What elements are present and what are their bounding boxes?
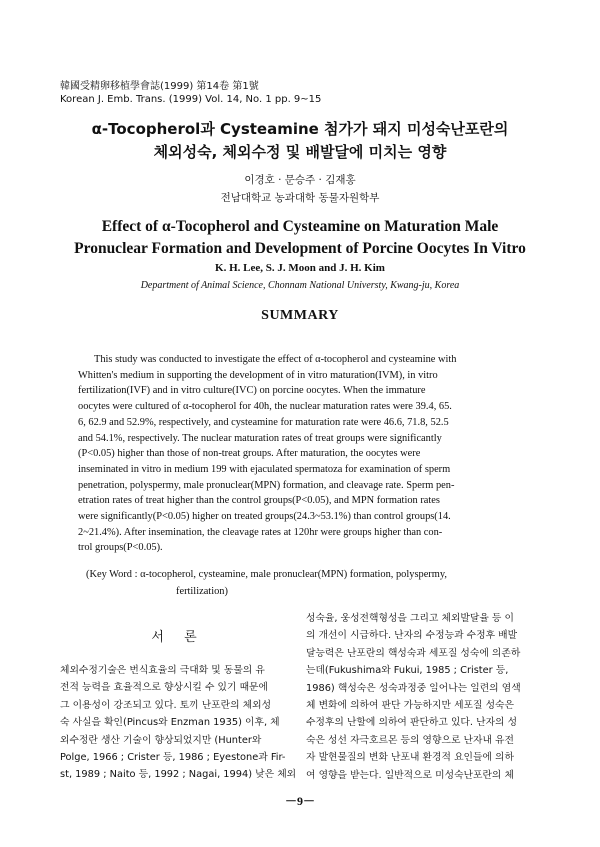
summary-line: 2~21.4%). After insemination, the cleavage rates at 120hr were groups higher than con- [78, 526, 443, 538]
intro-line: 1986) 핵성숙은 성숙과정중 일어나는 일련의 염색 [306, 682, 521, 694]
page-number: －9－ [284, 794, 315, 808]
summary-heading: SUMMARY [261, 308, 339, 323]
summary-line: Whitten's medium in supporting the development of in vitro maturation(IVM), in vitro [78, 369, 438, 381]
introduction-heading: 서 론 [151, 630, 205, 645]
summary-line: etration rates of treat higher than the control groups(P<0.05), and MPN formation rates [78, 495, 440, 507]
summary-line: penetration, polyspermy, male pronuclear(MPN) formation, and cleavage rate. Sperm pen- [78, 479, 455, 491]
korean-title-line1: α-Tocopherol과 Cysteamine 첨가가 돼지 미성숙난포란의 [91, 120, 509, 138]
summary-line: were significantly(P<0.05) higher on treated groups(24.3~53.1%) than control groups(14. [78, 511, 451, 523]
english-title-line2: Pronuclear Formation and Development of Porcine Oocytes In Vitro [74, 240, 526, 257]
intro-line: 여 영향을 받는다. 일반적으로 미성숙난포란의 체 [306, 769, 514, 781]
korean-authors: 이경호 · 문승주 · 김재홍 [244, 174, 356, 186]
intro-line: 달능력은 난포란의 핵성숙과 세포질 성숙에 의존하 [306, 647, 521, 659]
intro-line: 성숙율, 웅성전핵형성을 그리고 체외발달율 등 이 [306, 613, 514, 624]
korean-title-line2: 체외성숙, 체외수정 및 배발달에 미치는 영향 [153, 143, 447, 161]
english-affiliation: Department of Animal Science, Chonnam National Universty, Kwang-ju, Korea [140, 280, 460, 291]
english-authors: K. H. Lee, S. J. Moon and J. H. Kim [215, 262, 385, 274]
summary-line: and 54.1%, respectively. The nuclear maturation rates of treat groups were significantly [78, 432, 442, 444]
journal-header-english: Korean J. Emb. Trans. (1999) Vol. 14, No. 1 pp. 9~15 [60, 94, 322, 105]
intro-line: 숙은 성선 자극호르몬 등의 영향으로 난자내 유전 [306, 734, 514, 746]
intro-line: 체 변화에 의하여 판단 가능하지만 세포질 성숙은 [306, 700, 514, 712]
intro-line: 그 이용성이 강조되고 있다. 토끼 난포란의 체외성 [60, 699, 272, 711]
korean-affiliation: 전남대학교 농과대학 동물자원학부 [220, 192, 380, 204]
intro-line: 수정후의 난할에 의하여 판단하고 있다. 난자의 성 [306, 717, 518, 729]
journal-header [60, 80, 321, 106]
summary-line: fertilization(IVF) and in vitro culture(IVC) on porcine oocytes. When the immature [78, 385, 426, 397]
english-title-line1: Effect of α-Tocopherol and Cysteamine on Maturation Male [101, 218, 499, 235]
intro-line: 는데(Fukushima와 Fukui, 1985 ; Crister 등, [306, 665, 509, 677]
keywords-line1: (Key Word : α-tocopherol, cysteamine, male pronuclear(MPN) formation, polyspermy, [86, 569, 447, 580]
introduction-left-column [60, 662, 296, 784]
keywords [86, 566, 536, 600]
intro-line: st, 1989 ; Naito 등, 1992 ; Nagai, 1994) 낮은 체외 [60, 769, 296, 781]
summary-line: (P<0.05) higher than those of non-treat groups. After maturation, the oocytes were [78, 448, 421, 460]
summary-line: 6, 62.9 and 52.9%, respectively, and cysteamine for maturation rate were 46.6, 71.8, 52.5 [78, 416, 449, 428]
summary-line: inseminated in vitro in medium 199 with ejaculated spermatoza for examination of sperm [78, 463, 451, 475]
summary-body [78, 352, 530, 556]
intro-line: 자 발현물질의 변화 난포내 환경적 요인들에 의하 [306, 752, 514, 764]
intro-line: 체외수정기술은 번식효율의 극대화 및 동물의 유 [60, 665, 265, 676]
journal-header-korean: 韓國受精卵移植學會誌(1999) 第14卷 第1號 [60, 81, 259, 92]
summary-line: trol groups(P<0.05). [78, 542, 163, 554]
intro-line: 숙 사실을 확인(Pincus와 Enzman 1935) 이후, 체 [60, 717, 280, 729]
intro-line: 외수정란 생산 기술이 향상되었지만 (Hunter와 [60, 734, 262, 746]
keywords-line2: fertilization) [176, 586, 228, 597]
intro-line: Polge, 1966 ; Crister 등, 1986 ; Eyestone과 Fir- [60, 752, 286, 764]
summary-line: This study was conducted to investigate the effect of α-tocopherol and cysteamine with [94, 354, 457, 365]
introduction-right-column [306, 610, 544, 784]
summary-line: oocytes were cultured of α-tocopherol for 40h, the nuclear maturation rates were 39.4, 65. [78, 401, 452, 413]
intro-line: 의 개선이 시급하다. 난자의 수정능과 수정후 배발 [306, 630, 518, 642]
intro-line: 전적 능력을 효율적으로 향상시킬 수 있기 때문에 [60, 682, 268, 694]
